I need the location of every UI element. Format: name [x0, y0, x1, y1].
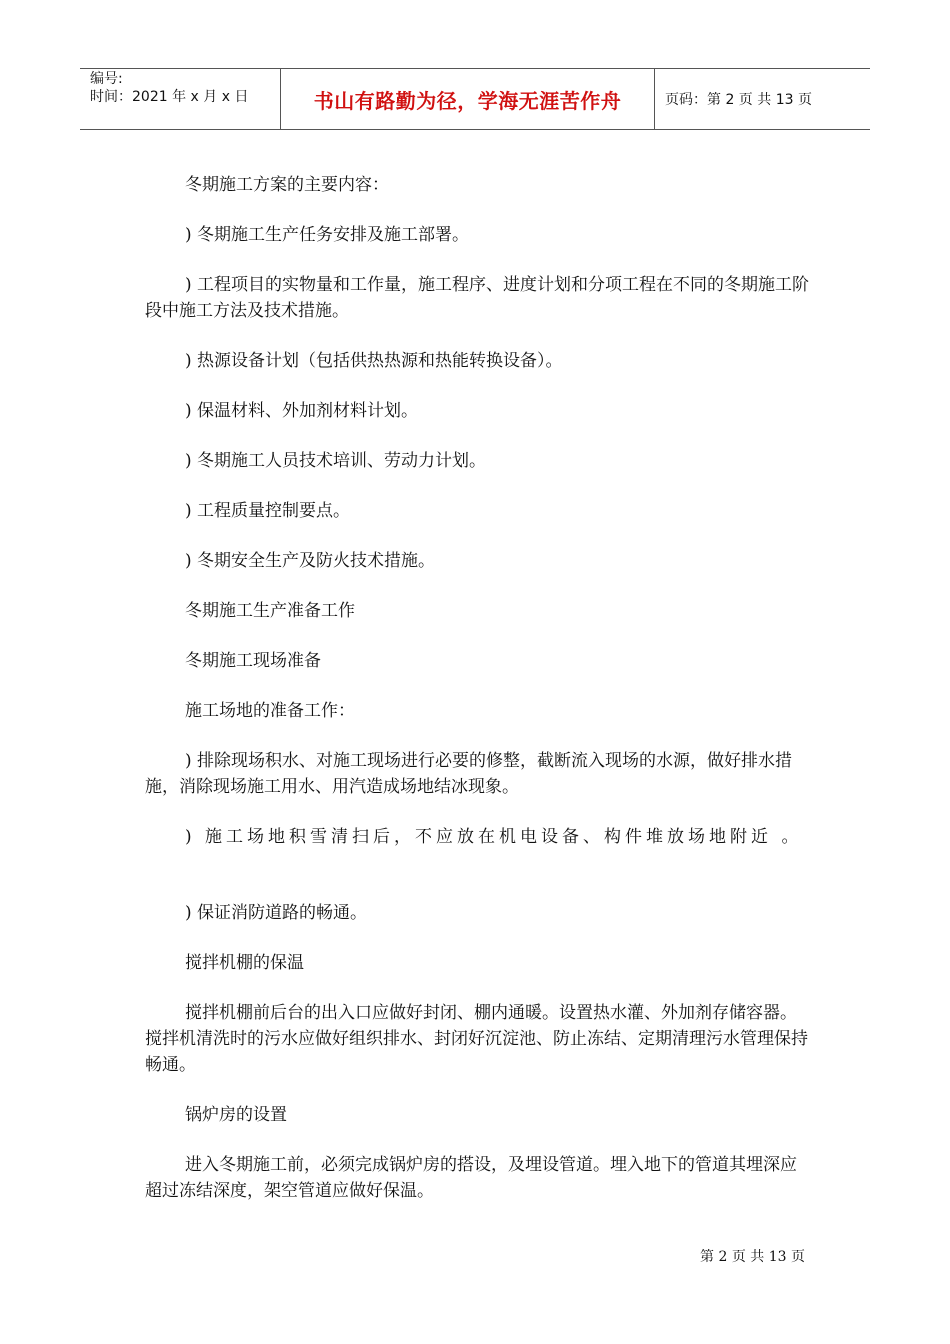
document-body [145, 172, 810, 1204]
body-paragraph: 进入冬期施工前，必须完成锅炉房的搭设，及埋设管道。埋入地下的管道其埋深应超过冻结深度，架空管道应做好保温。 [145, 1155, 797, 1201]
list-item: ) 冬期施工人员技术培训、劳动力计划。 [185, 451, 487, 471]
subsection-heading: 锅炉房的设置 [185, 1105, 287, 1125]
list-item: ) 排除现场积水、对施工现场进行必要的修整，截断流入现场的水源，做好排水措施，消除现场施工用水、用汽造成场地结冰现象。 [145, 751, 793, 797]
list-item: ) 保证消防道路的畅通。 [185, 903, 368, 923]
document-number-label: 编号: [90, 71, 123, 87]
list-item: ) 保温材料、外加剂材料计划。 [185, 401, 419, 421]
subsection-heading: 施工场地的准备工作： [185, 701, 355, 721]
list-item: ) 冬期施工生产任务安排及施工部署。 [185, 225, 470, 245]
list-item: ) 热源设备计划（包括供热热源和热能转换设备）。 [185, 351, 563, 371]
list-item: ) 工程质量控制要点。 [185, 501, 351, 521]
header-slogan: 书山有路勤为径，学海无涯苦作舟 [281, 69, 655, 129]
document-date: 时间：2021 年 x 月 x 日 [90, 89, 249, 105]
subsection-heading: 冬期施工现场准备 [185, 651, 321, 671]
list-item: ) 施工场地积雪清扫后，不应放在机电设备、构件堆放场地附近 。 [185, 827, 803, 847]
list-item: ) 冬期安全生产及防火技术措施。 [185, 551, 436, 571]
page-footer: 第 2 页 共 13 页 [700, 1249, 805, 1265]
list-item: ) 工程项目的实物量和工作量，施工程序、进度计划和分项工程在不同的冬期施工阶段中施工方法及技术措施。 [145, 275, 810, 321]
section-heading: 冬期施工方案的主要内容： [185, 175, 389, 195]
header-meta [80, 69, 281, 129]
section-heading: 冬期施工生产准备工作 [185, 601, 355, 621]
body-paragraph: 搅拌机棚前后台的出入口应做好封闭、棚内通暖。设置热水灌、外加剂存储容器。搅拌机清洗时的污水应做好组织排水、封闭好沉淀池、防止冻结、定期清理污水管理保持畅通。 [145, 1003, 808, 1075]
subsection-heading: 搅拌机棚的保温 [185, 953, 304, 973]
header-page-number: 页码：第 2 页 共 13 页 [665, 92, 812, 108]
page-header [80, 68, 870, 130]
